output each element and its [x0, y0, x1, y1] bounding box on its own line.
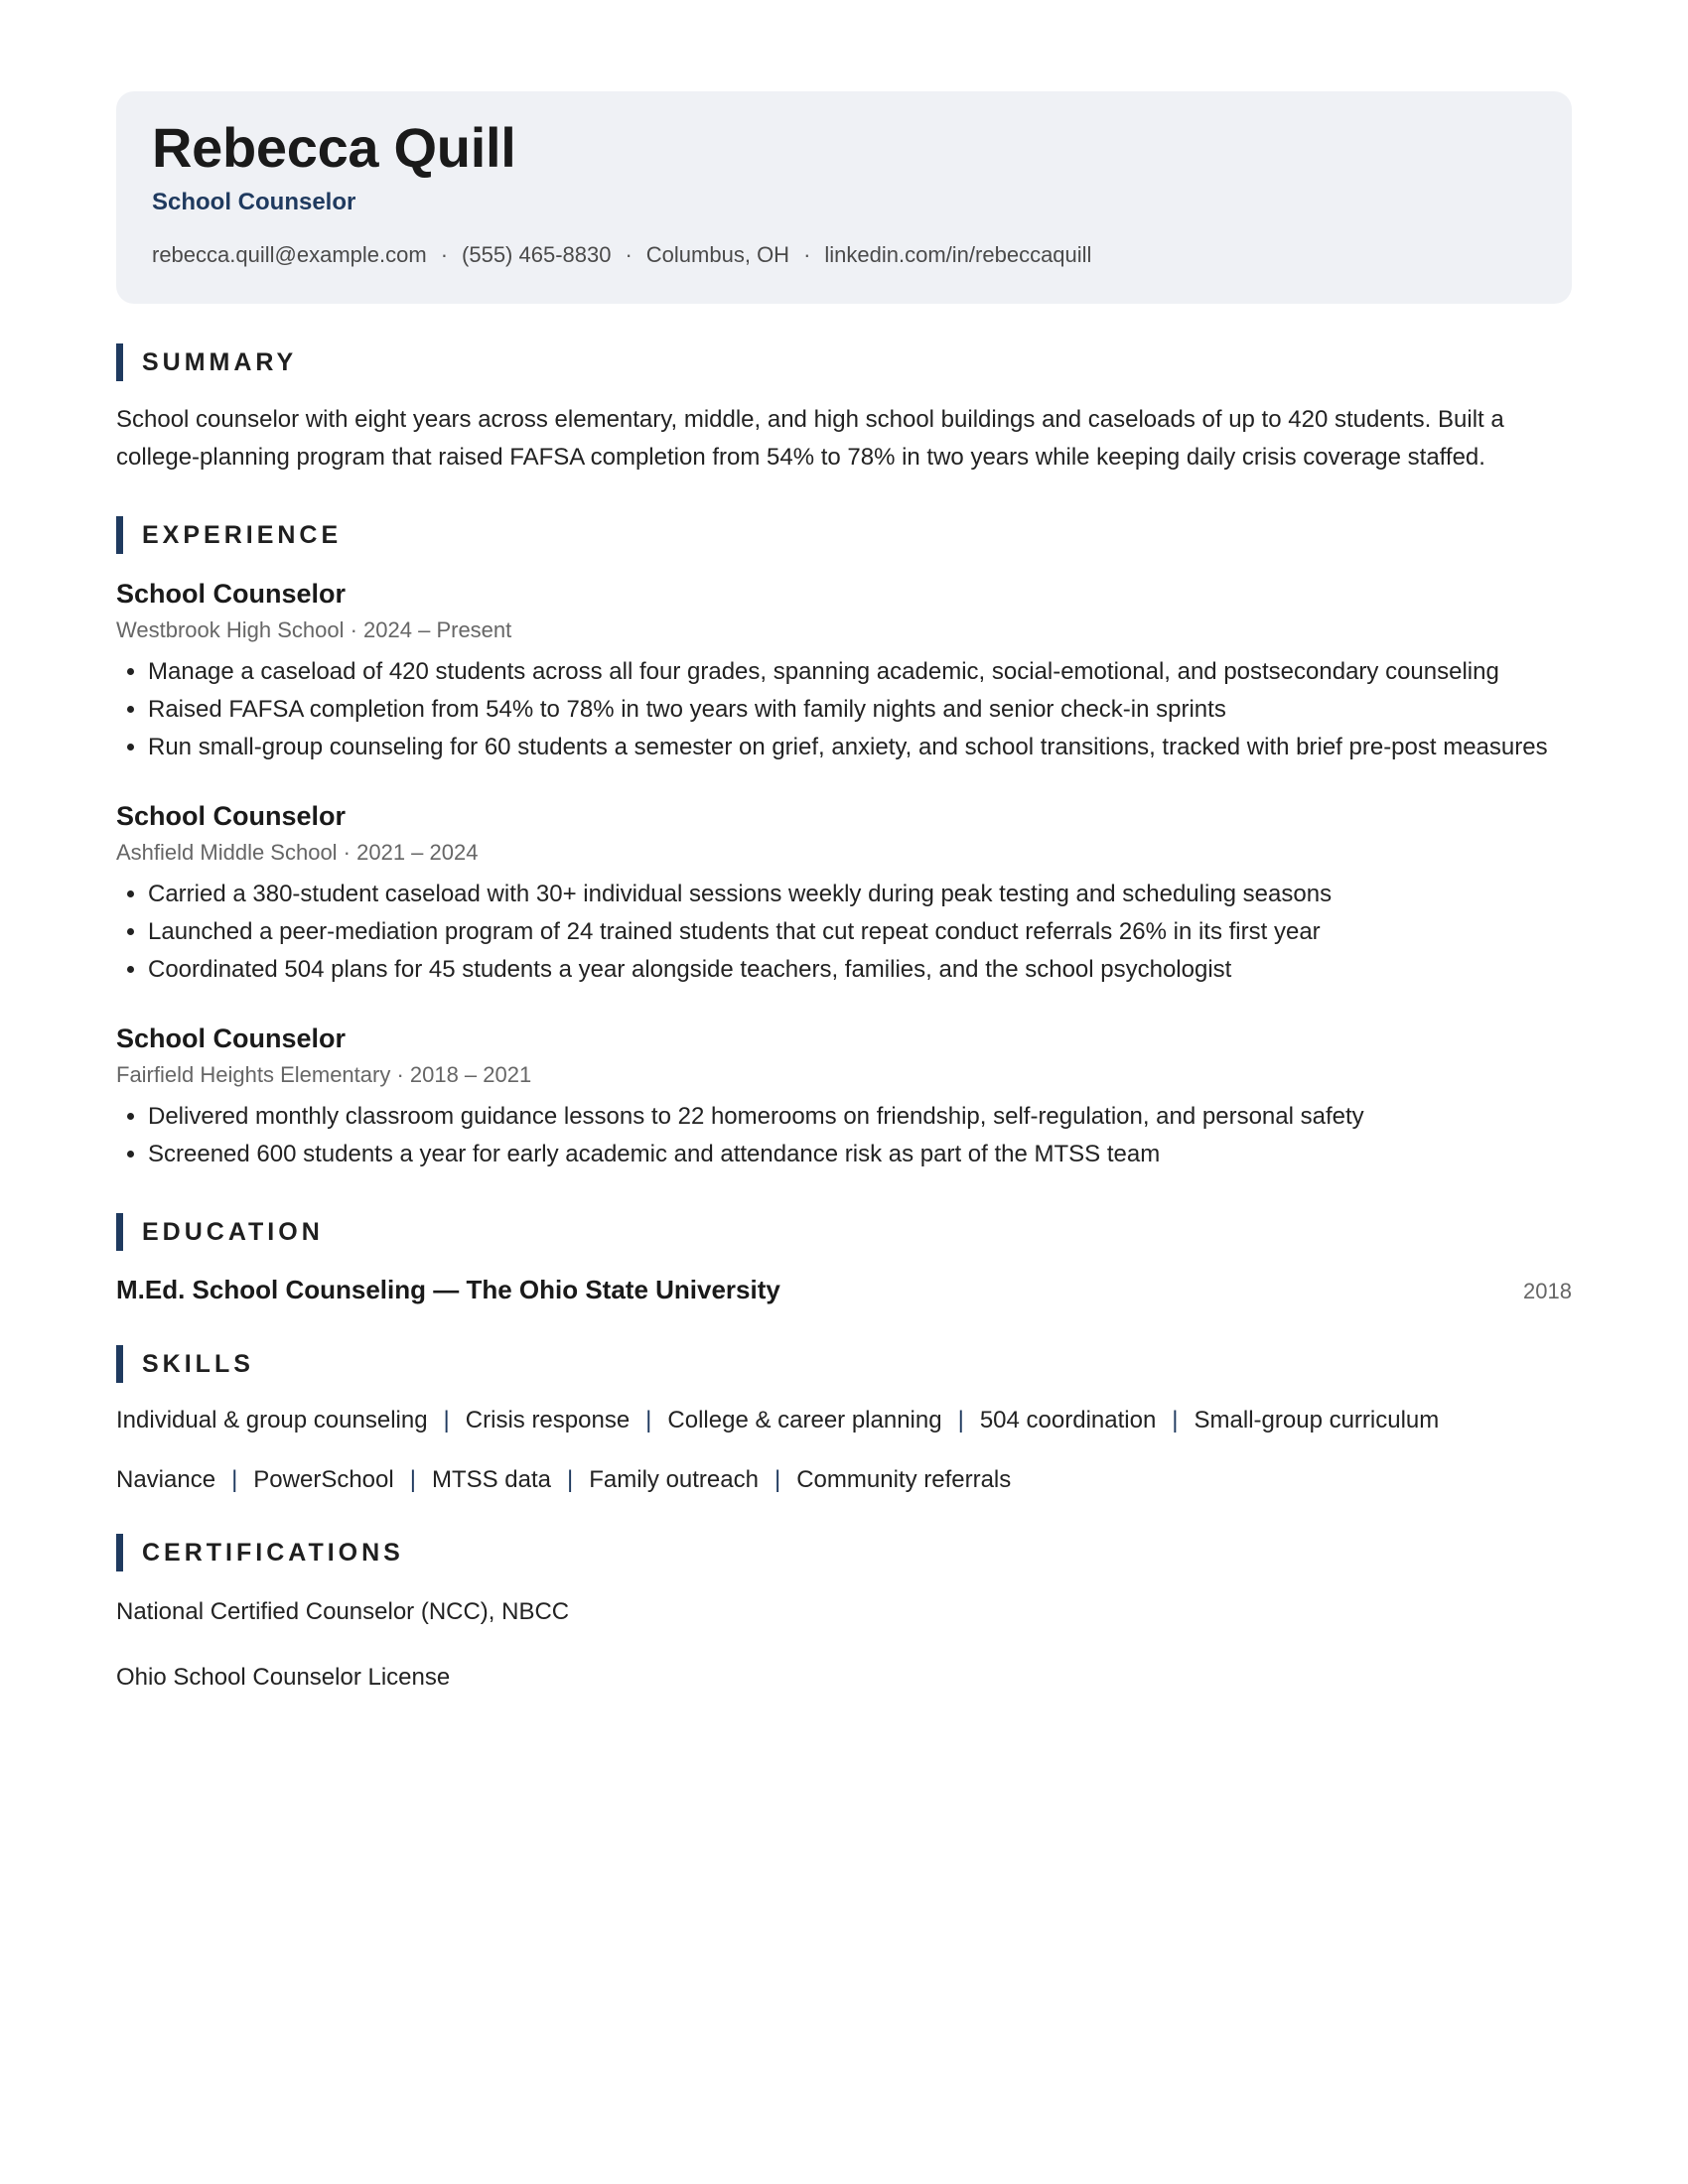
- contact-email: rebecca.quill@example.com: [152, 241, 427, 267]
- skill-item: Family outreach: [589, 1466, 759, 1493]
- job-bullet: • Raised FAFSA completion from 54% to 78% in two years with family nights and senior check-in sprints: [148, 691, 1572, 729]
- experience-section: [116, 516, 1572, 1173]
- job-bullet: • Coordinated 504 plans for 45 students a year alongside teachers, families, and the school psychologist: [148, 951, 1572, 989]
- skill-separator: |: [1172, 1407, 1179, 1433]
- contact-line: [152, 242, 1536, 268]
- section-title-education: EDUCATION: [116, 1213, 1572, 1251]
- education-degree: M.Ed. School Counseling — The Ohio State University: [116, 1275, 780, 1304]
- education-section: [116, 1213, 1572, 1305]
- candidate-role: School Counselor: [152, 188, 356, 215]
- certification-item: Ohio School Counselor License: [116, 1664, 451, 1691]
- skill-item: Community referrals: [796, 1466, 1012, 1493]
- contact-linkedin: linkedin.com/in/rebeccaquill: [824, 241, 1092, 267]
- contact-separator: ·: [803, 241, 811, 267]
- contact-separator: ·: [625, 241, 633, 267]
- job-bullet: • Launched a peer-mediation program of 24 trained students that cut repeat conduct referrals 26% in its first year: [148, 913, 1572, 951]
- contact-location: Columbus, OH: [645, 241, 790, 267]
- job-bullet: • Run small-group counseling for 60 students a semester on grief, anxiety, and school transitions, tracked with brief pre-post measures: [148, 729, 1572, 766]
- education-entry: [116, 1275, 1572, 1305]
- skill-separator: |: [443, 1407, 450, 1433]
- skill-item: MTSS data: [431, 1466, 551, 1493]
- job-title: School Counselor: [116, 1024, 347, 1053]
- certifications-section: [116, 1534, 1572, 1695]
- job-entry: [116, 576, 1572, 766]
- education-year: 2018: [1523, 1279, 1572, 1303]
- contact-separator: ·: [440, 241, 449, 267]
- summary-section: [116, 343, 1572, 477]
- candidate-name: Rebecca Quill: [152, 116, 516, 179]
- job-bullet: • Manage a caseload of 420 students across all four grades, spanning academic, social-emotional, and postsecondary counseling: [148, 653, 1572, 691]
- job-entry: [116, 798, 1572, 989]
- skill-item: College & career planning: [667, 1407, 942, 1433]
- job-meta: Ashfield Middle School · 2021 – 2024: [116, 840, 479, 865]
- job-bullet: • Delivered monthly classroom guidance lessons to 22 homerooms on friendship, self-regulation, and personal safety: [148, 1098, 1572, 1136]
- summary-text: School counselor with eight years across elementary, middle, and high school buildings and caseloads of up to 420 students. Built a college-planning program that raised FAFSA completion from 54% to 78% in two years while keeping daily crisis coverage staffed.: [116, 406, 1504, 471]
- job-entry: [116, 1021, 1572, 1173]
- skills-section: [116, 1345, 1572, 1494]
- skill-separator: |: [645, 1407, 652, 1433]
- contact-phone: (555) 465-8830: [462, 241, 612, 267]
- skill-separator: |: [409, 1466, 416, 1493]
- skill-separator: |: [231, 1466, 238, 1493]
- skill-item: Crisis response: [465, 1407, 631, 1433]
- section-title-summary: SUMMARY: [116, 343, 1572, 381]
- skill-item: Naviance: [116, 1466, 216, 1493]
- job-bullet: • Screened 600 students a year for early academic and attendance risk as part of the MTSS team: [148, 1136, 1572, 1173]
- job-title: School Counselor: [116, 801, 347, 831]
- certification-item: National Certified Counselor (NCC), NBCC: [116, 1598, 570, 1625]
- section-title-experience: EXPERIENCE: [116, 516, 1572, 554]
- job-meta: Westbrook High School · 2024 – Present: [116, 617, 512, 642]
- job-bullets: [116, 653, 1572, 766]
- skill-item: Individual & group counseling: [116, 1407, 428, 1433]
- job-bullets: [116, 1098, 1572, 1173]
- header-card: [116, 91, 1572, 304]
- job-meta: Fairfield Heights Elementary · 2018 – 2021: [116, 1062, 532, 1087]
- skill-separator: |: [957, 1407, 964, 1433]
- skill-item: 504 coordination: [979, 1407, 1157, 1433]
- job-bullets: [116, 876, 1572, 989]
- skills-line: [116, 1466, 1572, 1494]
- skill-item: PowerSchool: [253, 1466, 394, 1493]
- skill-separator: |: [567, 1466, 574, 1493]
- skill-item: Small-group curriculum: [1194, 1407, 1440, 1433]
- job-bullet: • Carried a 380-student caseload with 30+ individual sessions weekly during peak testing and scheduling seasons: [148, 876, 1572, 913]
- job-title: School Counselor: [116, 579, 347, 609]
- section-title-skills: SKILLS: [116, 1345, 1572, 1383]
- skill-separator: |: [774, 1466, 781, 1493]
- section-title-certifications: CERTIFICATIONS: [116, 1534, 1572, 1571]
- skills-line: [116, 1407, 1572, 1434]
